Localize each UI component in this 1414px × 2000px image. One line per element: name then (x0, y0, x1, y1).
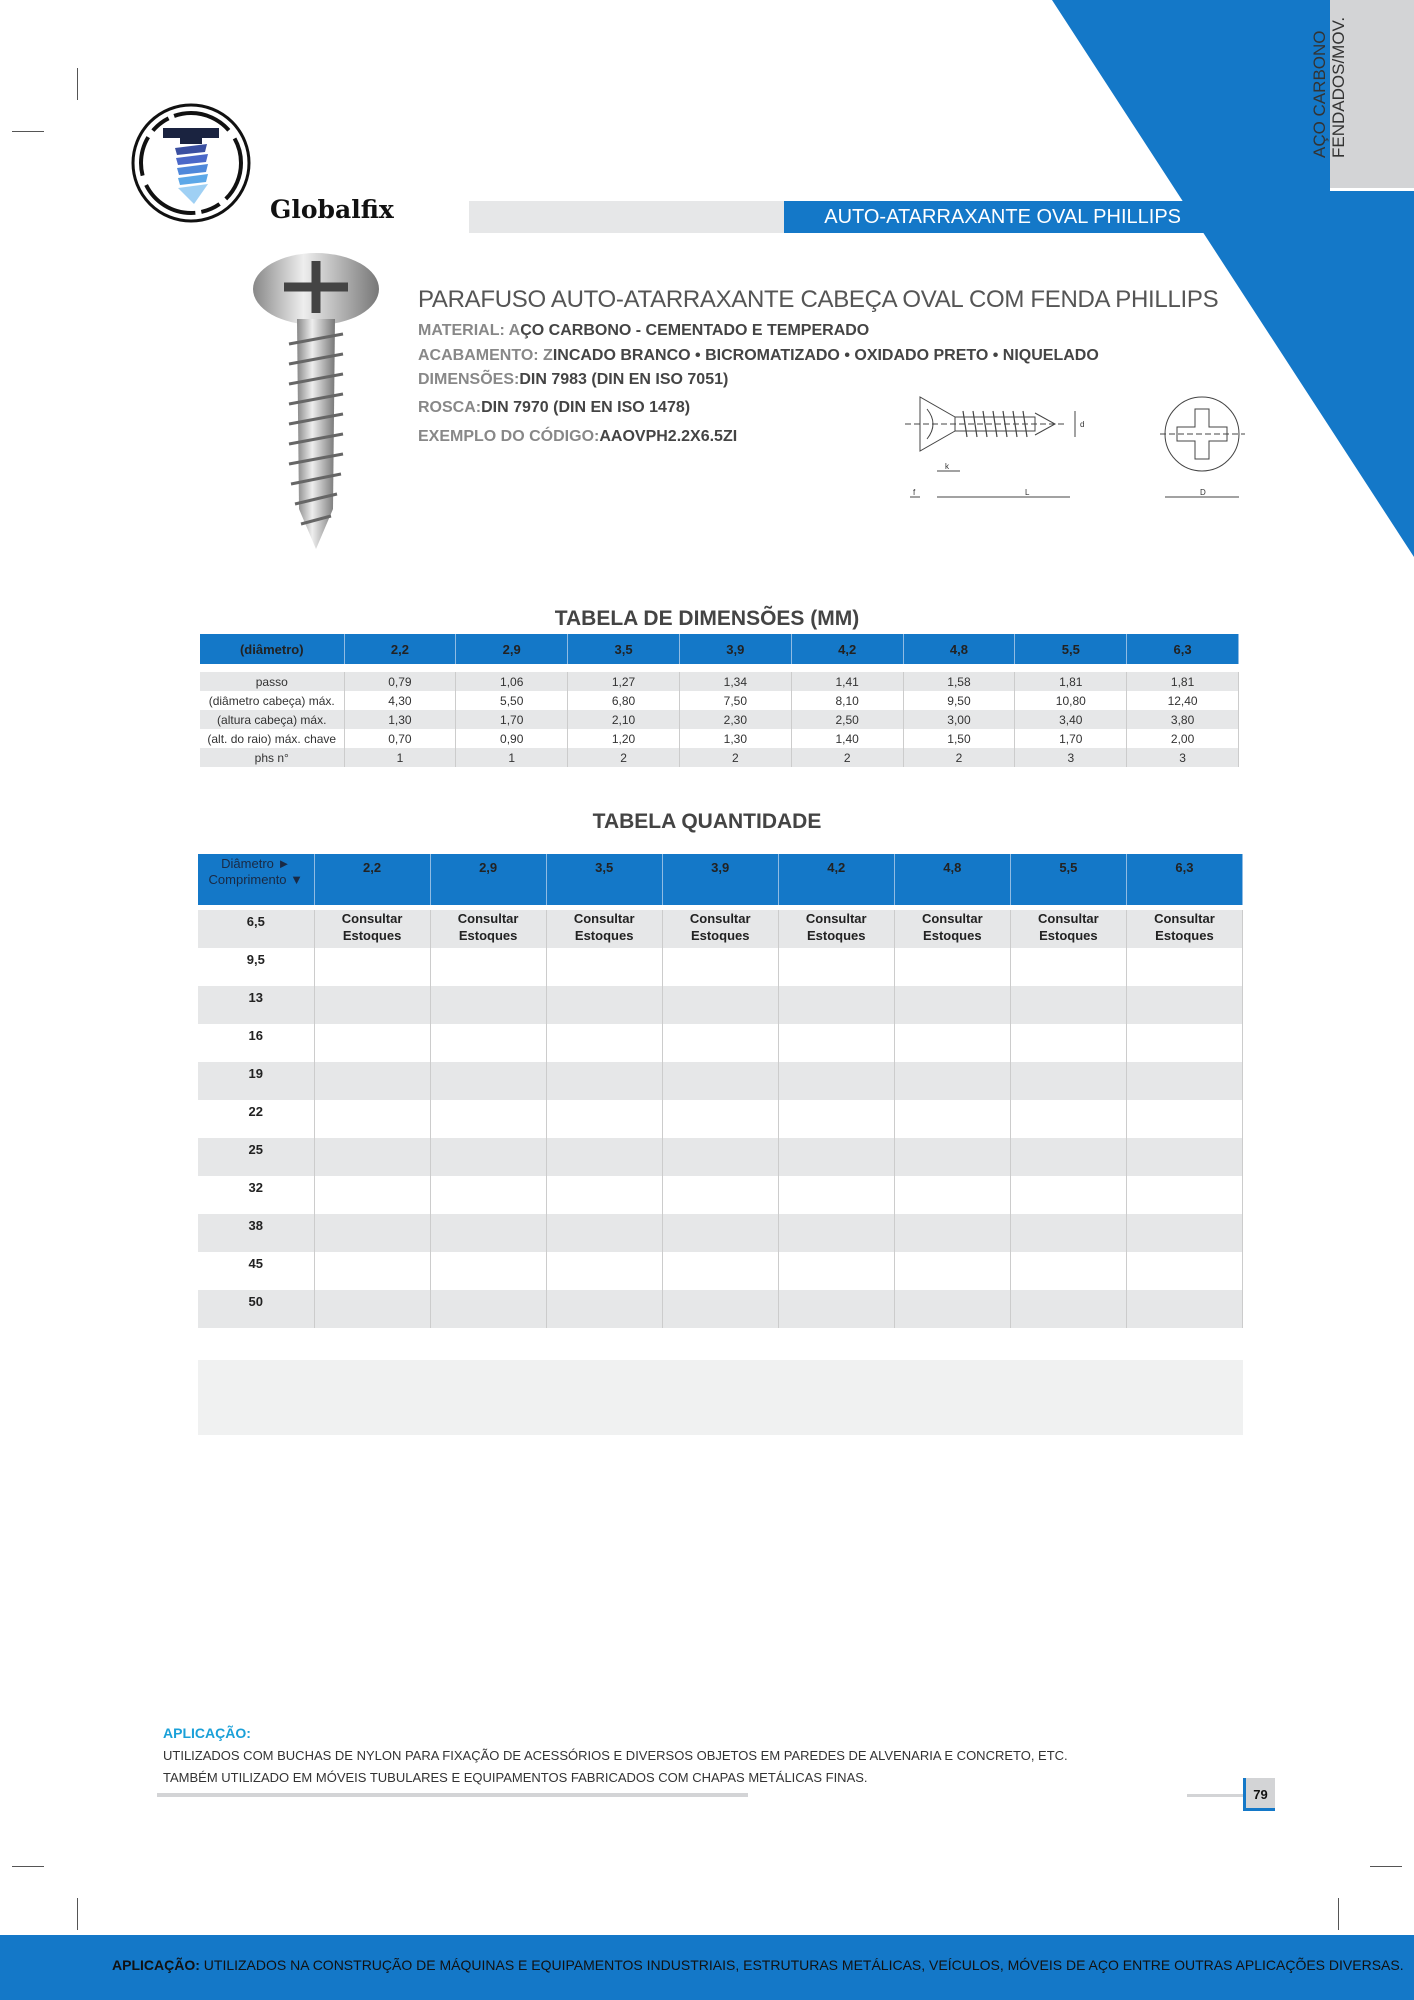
empty-cell (1126, 1100, 1242, 1138)
table-cell: 1,06 (456, 672, 568, 691)
screw-photo (249, 249, 383, 555)
empty-cell (662, 948, 778, 986)
length-cell: 45 (198, 1252, 314, 1290)
label-d: d (1080, 420, 1085, 429)
empty-cell (546, 1252, 662, 1290)
empty-cell (314, 1062, 430, 1100)
table-cell: (diâmetro cabeça) máx. (200, 691, 344, 710)
table-cell: 2 (679, 748, 791, 767)
table-cell: 2 (791, 748, 903, 767)
empty-cell (662, 986, 778, 1024)
quantity-table-title: TABELA QUANTIDADE (592, 810, 822, 833)
empty-cell (546, 1214, 662, 1252)
table-cell: 7,50 (679, 691, 791, 710)
table-row (198, 1290, 1243, 1328)
empty-cell (894, 1100, 1010, 1138)
table-cell: 2,00 (1127, 729, 1239, 748)
col-header: 3,5 (568, 634, 680, 664)
label-L: L (1025, 488, 1030, 497)
stock-line1: Consultar (689, 911, 751, 926)
empty-cell (1126, 1176, 1242, 1214)
empty-cell (430, 1214, 546, 1252)
length-cell: 6,5 (198, 910, 314, 948)
table-row (198, 986, 1243, 1024)
empty-cell (430, 1138, 546, 1176)
col-header: 4,8 (894, 854, 1010, 905)
technical-drawing (905, 389, 1250, 504)
empty-cell (546, 1290, 662, 1328)
table-cell: 5,50 (456, 691, 568, 710)
empty-cell (894, 1024, 1010, 1062)
label-f: f (913, 488, 916, 497)
empty-cell (894, 948, 1010, 986)
empty-cell (1010, 1214, 1126, 1252)
empty-cell (1010, 1062, 1126, 1100)
table-cell: 1,41 (791, 672, 903, 691)
corner-header: Diâmetro ► Comprimento ▼ (198, 854, 314, 905)
spec-code-example: EXEMPLO DO CÓDIGO:AAOVPH2.2X6.5ZI (418, 428, 738, 445)
col-header: 5,5 (1015, 634, 1127, 664)
empty-cell (1010, 986, 1126, 1024)
col-header: 4,2 (778, 854, 894, 905)
table-cell: 1,30 (679, 729, 791, 748)
section-header: AUTO-ATARRAXANTE OVAL PHILLIPS (784, 201, 1243, 233)
table-cell: 1,81 (1015, 672, 1127, 691)
table-row (198, 1100, 1243, 1138)
empty-cell (662, 1062, 778, 1100)
table-cell: 12,40 (1127, 691, 1239, 710)
table-cell: 2 (903, 748, 1015, 767)
table-cell: 1,70 (1015, 729, 1127, 748)
table-cell: 1,58 (903, 672, 1015, 691)
table-cell: 1,27 (568, 672, 680, 691)
length-cell: 38 (198, 1214, 314, 1252)
empty-cell (894, 1252, 1010, 1290)
col-header: 5,5 (1010, 854, 1126, 905)
empty-cell (430, 1100, 546, 1138)
empty-cell (894, 1176, 1010, 1214)
dimensions-table (200, 634, 1239, 767)
table-cell: 3,40 (1015, 710, 1127, 729)
crop-mark (1370, 1866, 1402, 1867)
stock-cell (1126, 910, 1242, 948)
table-cell: 1,81 (1127, 672, 1239, 691)
table-row (198, 1062, 1243, 1100)
empty-cell (546, 948, 662, 986)
crop-mark (77, 68, 78, 100)
product-title: PARAFUSO AUTO-ATARRAXANTE CABEÇA OVAL COM FENDA PHILLIPS (418, 286, 1219, 313)
table-row (200, 729, 1239, 748)
col-header: 2,9 (456, 634, 568, 664)
length-cell: 9,5 (198, 948, 314, 986)
stock-line2: Estoques (690, 928, 750, 943)
empty-cell (778, 1290, 894, 1328)
application-line1: UTILIZADOS COM BUCHAS DE NYLON PARA FIXAÇÃO DE ACESSÓRIOS E DIVERSOS OBJETOS EM PAREDES DE ALVENARIA E CONCRETO, ETC. (163, 1748, 1068, 1763)
crop-mark (77, 1898, 78, 1930)
brand-name: Globalfix (270, 195, 394, 224)
col-header: 3,9 (662, 854, 778, 905)
stock-line1: Consultar (457, 911, 519, 926)
table-cell: (alt. do raio) máx. chave (200, 729, 344, 748)
globalfix-logo (128, 100, 254, 226)
empty-cell (1126, 986, 1242, 1024)
empty-cell (430, 1062, 546, 1100)
empty-cell (314, 1024, 430, 1062)
empty-cell (1010, 1138, 1126, 1176)
table-row (198, 1252, 1243, 1290)
section-side-tab (1310, 0, 1414, 191)
table-cell: 6,80 (568, 691, 680, 710)
stock-line2: Estoques (458, 928, 518, 943)
empty-cell (1010, 1024, 1126, 1062)
length-cell: 13 (198, 986, 314, 1024)
table-cell: 3,80 (1127, 710, 1239, 729)
divider (157, 1793, 748, 1797)
page-number: 79 (1243, 1778, 1275, 1811)
stock-line2: Estoques (342, 928, 402, 943)
empty-cell (1010, 1176, 1126, 1214)
empty-cell (430, 1290, 546, 1328)
table-cell: 1,50 (903, 729, 1015, 748)
application-line2: TAMBÉM UTILIZADO EM MÓVEIS TUBULARES E EQUIPAMENTOS FABRICADOS COM CHAPAS METÁLICAS FINAS. (163, 1770, 868, 1785)
stock-line1: Consultar (805, 911, 867, 926)
table-row (200, 672, 1239, 691)
empty-cell (1010, 1290, 1126, 1328)
empty-cell (546, 1176, 662, 1214)
stock-cell (1010, 910, 1126, 948)
application-heading: APLICAÇÃO: (163, 1725, 251, 1741)
table-row (200, 691, 1239, 710)
empty-cell (1126, 1214, 1242, 1252)
table-row (198, 1024, 1243, 1062)
empty-cell (430, 1024, 546, 1062)
empty-cell (1126, 1024, 1242, 1062)
dimensions-table-title: TABELA DE DIMENSÕES (MM) (554, 607, 860, 630)
empty-cell (662, 1100, 778, 1138)
col-header: (diâmetro) (200, 634, 344, 664)
table-cell: 2 (568, 748, 680, 767)
stock-line1: Consultar (921, 911, 983, 926)
empty-cell (894, 1290, 1010, 1328)
footer-text: UTILIZADOS NA CONSTRUÇÃO DE MÁQUINAS E EQUIPAMENTOS INDUSTRIAIS, ESTRUTURAS METÁLICAS, VEÍCULOS, MÓVEIS DE AÇO ENTRE OUTRAS APLICAÇÕES DIVERSAS. (199, 1957, 1404, 1973)
crop-mark (12, 1866, 44, 1867)
stock-line2: Estoques (923, 928, 982, 943)
stock-line2: Estoques (807, 928, 866, 943)
table-cell: 1 (344, 748, 456, 767)
col-header: 4,8 (903, 634, 1015, 664)
crop-mark (1338, 1898, 1339, 1930)
table-cell: 1,30 (344, 710, 456, 729)
table-cell: passo (200, 672, 344, 691)
col-header: 6,3 (1126, 854, 1242, 905)
stock-cell (778, 910, 894, 948)
empty-cell (1010, 1100, 1126, 1138)
table-cell: 9,50 (903, 691, 1015, 710)
col-header: 3,5 (546, 854, 662, 905)
spec-dimensions: DIMENSÕES:DIN 7983 (DIN EN ISO 7051) (418, 371, 729, 388)
table-cell: 1,70 (456, 710, 568, 729)
empty-cell (662, 1214, 778, 1252)
empty-cell (778, 1176, 894, 1214)
empty-cell (662, 1024, 778, 1062)
length-cell: 25 (198, 1138, 314, 1176)
stock-line1: Consultar (1038, 911, 1099, 926)
empty-cell (314, 986, 430, 1024)
empty-cell (314, 1138, 430, 1176)
stock-line1: Consultar (573, 911, 635, 926)
empty-cell (662, 1138, 778, 1176)
empty-cell (1126, 948, 1242, 986)
empty-cell (314, 948, 430, 986)
table-cell: 3,00 (903, 710, 1015, 729)
table-row (200, 710, 1239, 729)
empty-cell (1126, 1290, 1242, 1328)
empty-cell (778, 948, 894, 986)
empty-cell (314, 1252, 430, 1290)
stock-cell (430, 910, 546, 948)
table-row (200, 748, 1239, 767)
header-bar-gray (469, 201, 784, 233)
table-cell: 10,80 (1015, 691, 1127, 710)
empty-cell (1126, 1062, 1242, 1100)
table-cell: (altura cabeça) máx. (200, 710, 344, 729)
label-k: k (945, 462, 949, 471)
empty-cell (1010, 948, 1126, 986)
stock-cell (314, 910, 430, 948)
table-row (198, 910, 1243, 948)
stock-cell (546, 910, 662, 948)
stock-line1: Consultar (341, 911, 403, 926)
table-cell: 3 (1015, 748, 1127, 767)
stock-cell (662, 910, 778, 948)
table-header-row (198, 854, 1243, 905)
table-cell: 8,10 (791, 691, 903, 710)
stock-line2: Estoques (574, 928, 634, 943)
empty-cell (778, 1214, 894, 1252)
table-cell: 2,30 (679, 710, 791, 729)
side-tab-line2: FENDADOS/MOV. (1329, 16, 1348, 158)
table-cell: 2,50 (791, 710, 903, 729)
empty-cell (546, 1062, 662, 1100)
table-row (198, 1214, 1243, 1252)
col-header: 2,9 (430, 854, 546, 905)
table-row (198, 1176, 1243, 1214)
empty-cell (778, 1100, 894, 1138)
quantity-table (198, 854, 1243, 1328)
col-header: 4,2 (791, 634, 903, 664)
empty-cell (894, 1214, 1010, 1252)
empty-cell (778, 986, 894, 1024)
footer-label: APLICAÇÃO: (112, 1957, 200, 1973)
length-cell: 32 (198, 1176, 314, 1214)
table-cell: 0,79 (344, 672, 456, 691)
table-cell: 1,34 (679, 672, 791, 691)
notes-box (198, 1360, 1243, 1435)
empty-cell (1126, 1252, 1242, 1290)
length-cell: 22 (198, 1100, 314, 1138)
empty-cell (1126, 1138, 1242, 1176)
stock-line1: Consultar (1154, 911, 1215, 926)
table-cell: 1 (456, 748, 568, 767)
crop-mark (12, 131, 44, 132)
empty-cell (778, 1138, 894, 1176)
footer-band (0, 1935, 1414, 2000)
empty-cell (430, 948, 546, 986)
empty-cell (430, 1176, 546, 1214)
empty-cell (430, 986, 546, 1024)
empty-cell (662, 1252, 778, 1290)
table-cell: 4,30 (344, 691, 456, 710)
spec-finish: ACABAMENTO: ZINCADO BRANCO • BICROMATIZADO • OXIDADO PRETO • NIQUELADO (418, 347, 1099, 364)
empty-cell (778, 1062, 894, 1100)
spec-material: MATERIAL: AÇO CARBONO - CEMENTADO E TEMPERADO (418, 322, 870, 339)
spec-thread: ROSCA:DIN 7970 (DIN EN ISO 1478) (418, 399, 691, 416)
length-cell: 50 (198, 1290, 314, 1328)
table-cell: 0,70 (344, 729, 456, 748)
divider (1187, 1794, 1247, 1797)
col-header: 2,2 (344, 634, 456, 664)
length-cell: 19 (198, 1062, 314, 1100)
empty-cell (314, 1176, 430, 1214)
table-header-row (200, 634, 1239, 664)
col-header: 6,3 (1127, 634, 1239, 664)
empty-cell (546, 1138, 662, 1176)
empty-cell (546, 1100, 662, 1138)
empty-cell (1010, 1252, 1126, 1290)
empty-cell (778, 1252, 894, 1290)
table-cell: 1,20 (568, 729, 680, 748)
col-header: 2,2 (314, 854, 430, 905)
empty-cell (430, 1252, 546, 1290)
stock-line2: Estoques (1039, 928, 1098, 943)
empty-cell (546, 986, 662, 1024)
length-cell: 16 (198, 1024, 314, 1062)
table-cell: 1,40 (791, 729, 903, 748)
empty-cell (894, 1138, 1010, 1176)
empty-cell (546, 1024, 662, 1062)
empty-cell (778, 1024, 894, 1062)
empty-cell (662, 1290, 778, 1328)
table-row (198, 948, 1243, 986)
empty-cell (662, 1176, 778, 1214)
stock-line2: Estoques (1155, 928, 1214, 943)
table-row (198, 1138, 1243, 1176)
table-cell: 2,10 (568, 710, 680, 729)
stock-cell (894, 910, 1010, 948)
table-cell: 3 (1127, 748, 1239, 767)
empty-cell (314, 1214, 430, 1252)
empty-cell (314, 1100, 430, 1138)
empty-cell (314, 1290, 430, 1328)
table-cell: phs n° (200, 748, 344, 767)
side-tab-line1: AÇO CARBONO (1310, 30, 1329, 158)
empty-cell (894, 986, 1010, 1024)
col-header: 3,9 (679, 634, 791, 664)
table-cell: 0,90 (456, 729, 568, 748)
label-D: D (1200, 488, 1206, 497)
empty-cell (894, 1062, 1010, 1100)
